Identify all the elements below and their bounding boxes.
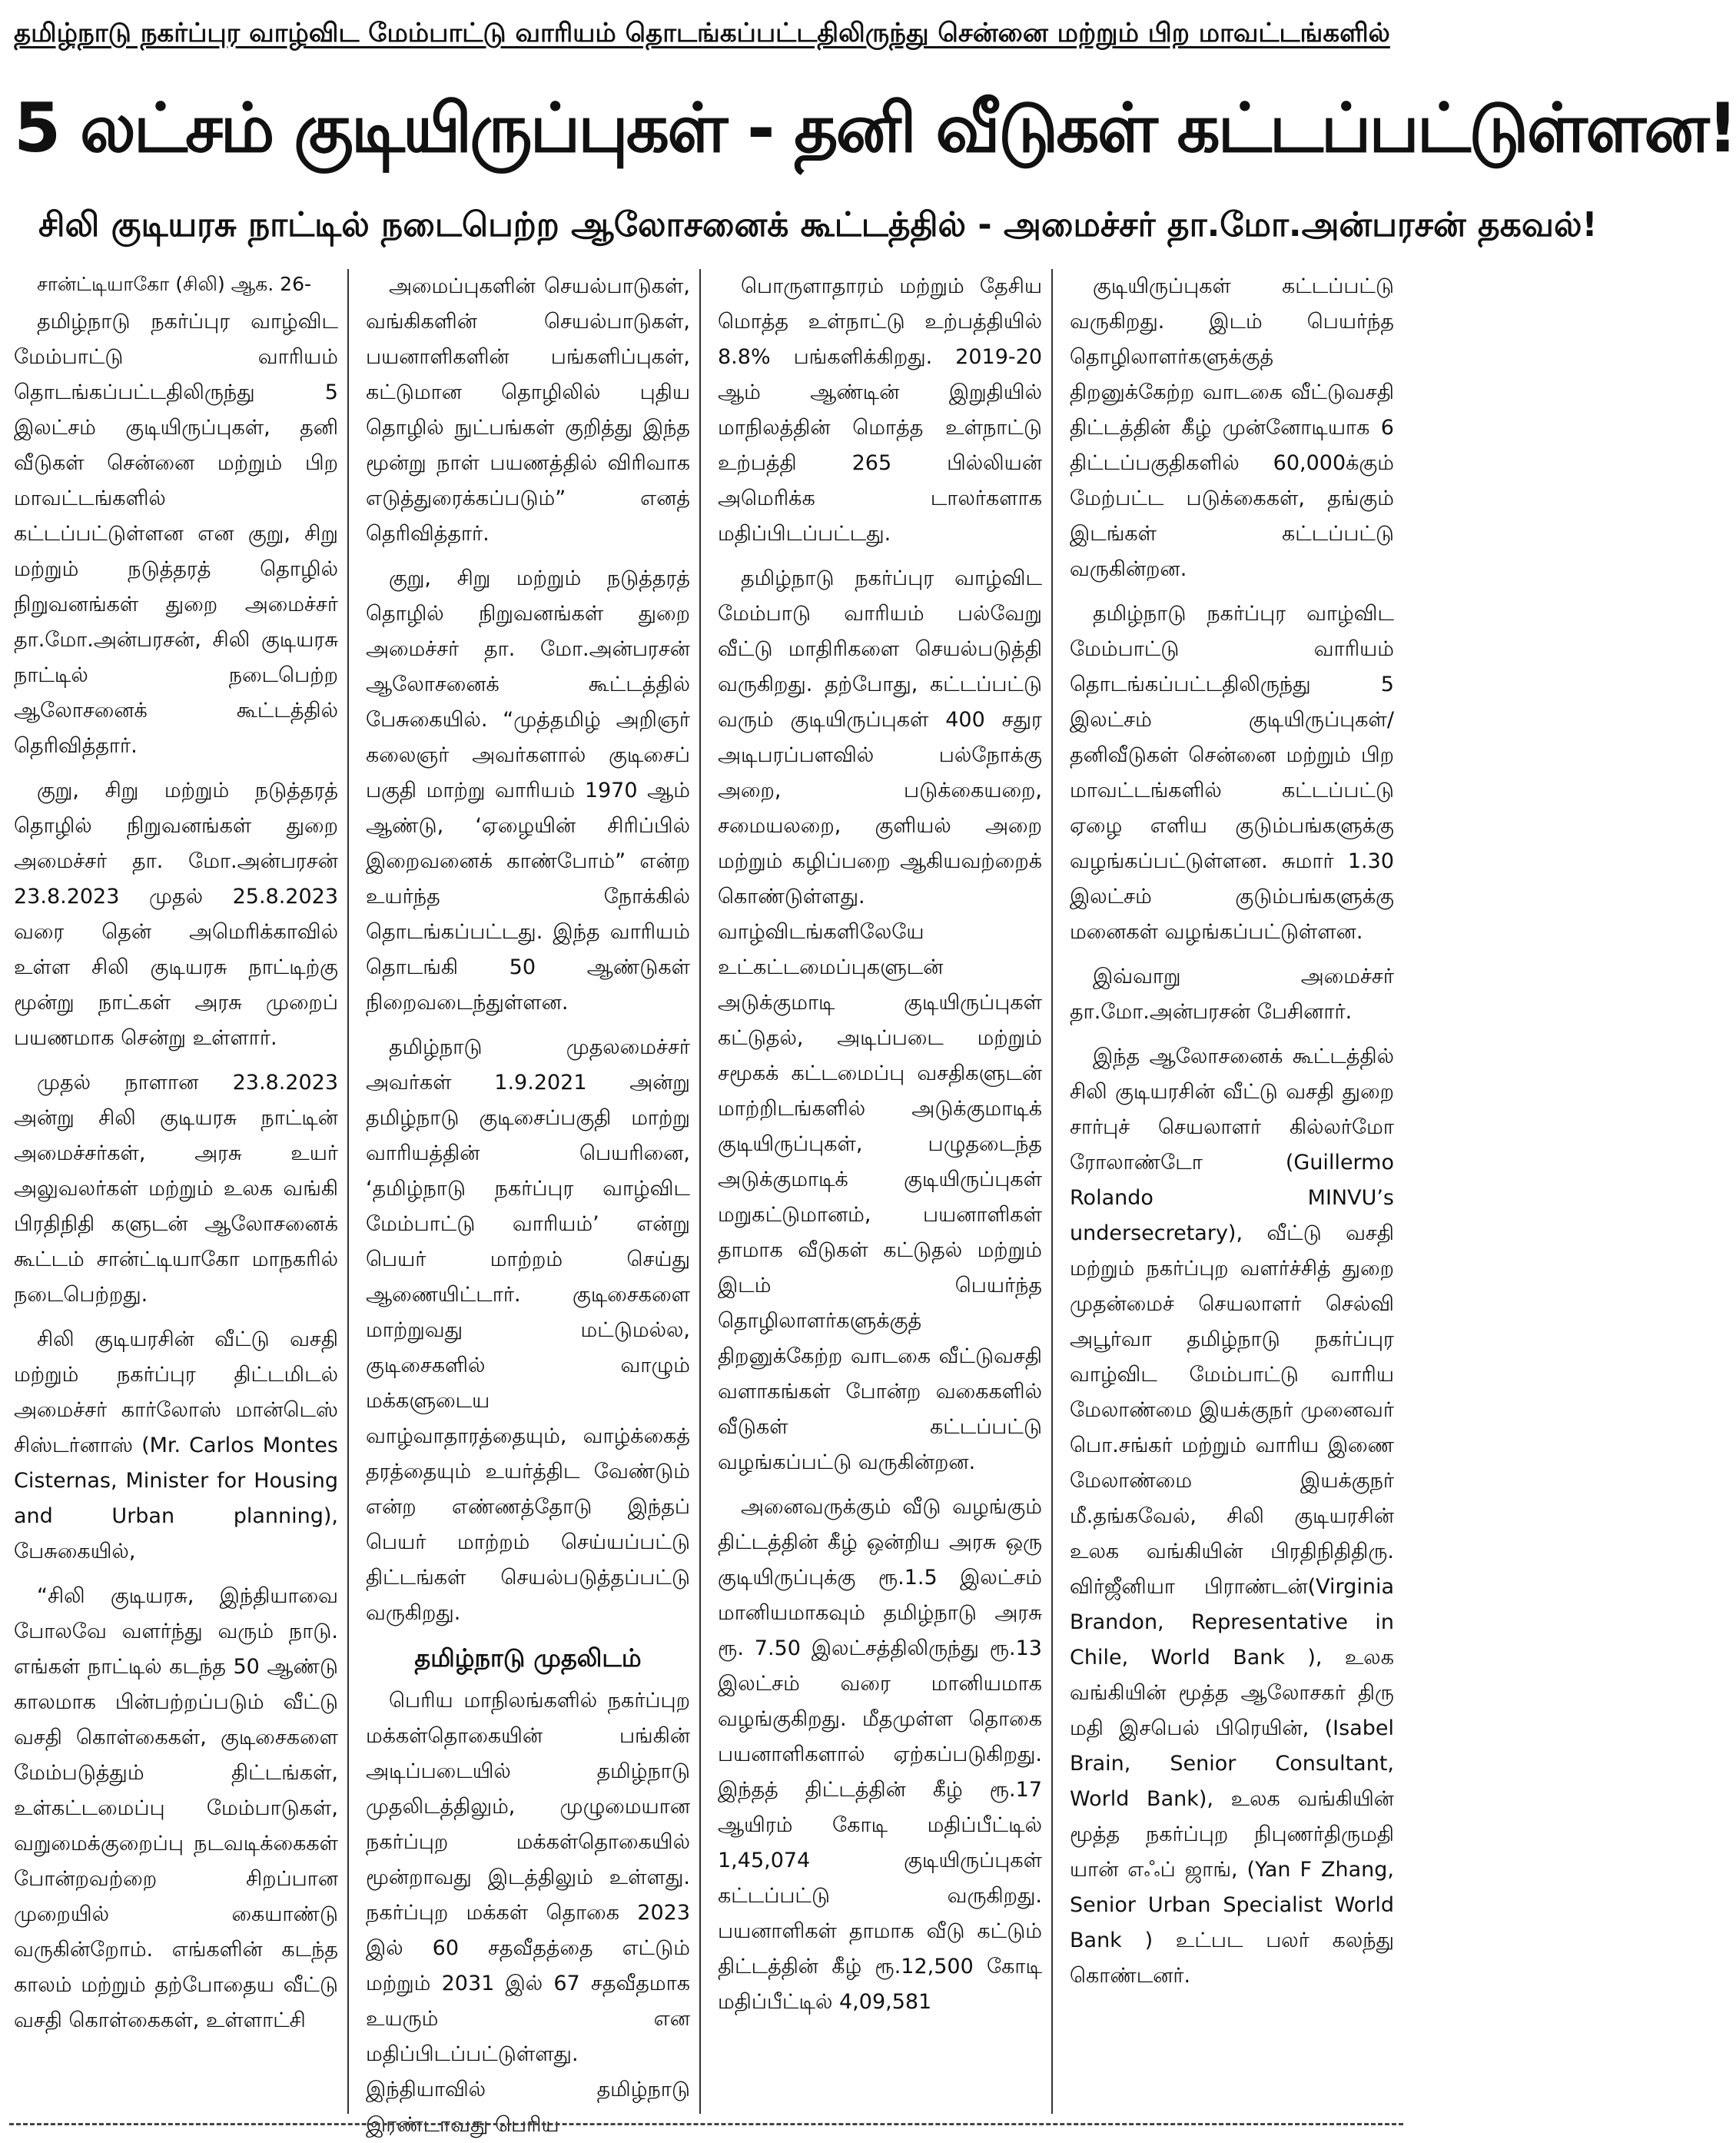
paragraph: பொருளாதாரம் மற்றும் தேசிய மொத்த உள்நாட்டு உற்பத்தியில் 8.8% பங்களிக்கிறது. 2019-20 ஆம் ஆண்டின் இறுதியில் மாநிலத்தின் மொத்த உள்நாட்டு உற்பத்தி 265 பில்லியன் அமெரிக்க டாலர்களாக மதிப்பிடப்பட்டது. — [718, 274, 1042, 546]
article-column-2 — [361, 269, 701, 2137]
paragraph: “சிலி குடியரசு, இந்தியாவை போலவே வளர்ந்து வரும் நாடு. எங்கள் நாட்டில் கடந்த 50 ஆண்டு காலமாக பின்பற்றப்படும் வீட்டு வசதி கொள்கைகள், குடிசைகளை மேம்படுத்தும் திட்டங்கள், உள்கட்டமைப்பு மேம்பாடுகள், வறுமைக்குறைப்பு நடவடிக்கைகள் போன்றவற்றை சிறப்பான முறையில் கையாண்டு வருகின்றோம். எங்களின் கடந்த காலம் மற்றும் தற்போதைய வீட்டு வசதி கொள்கைகள், உள்ளாட்சி — [14, 1584, 338, 2032]
paragraph: சிலி குடியரசின் வீட்டு வசதி மற்றும் நகர்ப்புர திட்டமிடல் அமைச்சர் கார்லோஸ் மான்டெஸ் சிஸ்டர்னாஸ் (Mr. Carlos Montes Cisternas, Minister for Housing and Urban planning), பேசுகையில், — [14, 1327, 338, 1563]
paragraph: தமிழ்நாடு நகர்ப்புர வாழ்விட மேம்பாடு வாரியம் பல்வேறு வீட்டு மாதிரிகளை செயல்படுத்தி வருகிறது. தற்போது, கட்டப்பட்டு வரும் குடியிருப்புகள் 400 சதுர அடிபரப்பளவில் பல்நோக்கு அறை, படுக்கையறை, சமையலறை, குளியல் அறை மற்றும் கழிப்பறை ஆகியவற்றைக் கொண்டுள்ளது. வாழ்விடங்களிலேயே உட்கட்டமைப்புகளுடன் அடுக்குமாடி குடியிருப்புகள் கட்டுதல், அடிப்படை மற்றும் சமூகக் கட்டமைப்பு வசதிகளுடன் மாற்றிடங்களில் அடுக்குமாடிக் குடியிருப்புகள், பழுதடைந்த அடுக்குமாடிக் குடியிருப்புகள் மறுகட்டுமானம், பயனாளிகள் தாமாக வீடுகள் கட்டுதல் மற்றும் இடம் பெயர்ந்த தொழிலாளர்களுக்குத் திறனுக்கேற்ற வாடகை வீட்டுவசதி வளாகங்கள் போன்ற வகைகளில் வீடுகள் கட்டப்பட்டு வழங்கப்பட்டு வருகின்றன. — [718, 566, 1042, 1474]
paragraph: இவ்வாறு அமைச்சர் தா.மோ.அன்பரசன் பேசினார். — [1070, 965, 1394, 1024]
section-subheading: தமிழ்நாடு முதலிடம் — [414, 1643, 642, 1673]
dateline: சான்ட்டியாகோ (சிலி) ஆக. 26- — [37, 273, 312, 295]
paragraph: குறு, சிறு மற்றும் நடுத்தரத் தொழில் நிறுவனங்கள் துறை அமைச்சர் தா. மோ.அன்பரசன் ஆலோசனைக் கூட்டத்தில் பேசுகையில். “முத்தமிழ் அறிஞர் கலைஞர் அவர்களால் குடிசைப் பகுதி மாற்று வாரியம் 1970 ஆம் ஆண்டு, ‘ஏழையின் சிரிப்பில் இறைவனைக் காண்போம்” என்ற உயர்ந்த நோக்கில் தொடங்கப்பட்டது. இந்த வாரியம் தொடங்கி 50 ஆண்டுகள் நிறைவடைந்துள்ளன. — [366, 566, 690, 1015]
article-column-4 — [1065, 269, 1403, 2114]
main-headline: 5 லட்சம் குடியிருப்புகள் - தனி வீடுகள் கட்டப்பட்டுள்ளன! — [14, 88, 1736, 168]
kicker-headline: தமிழ்நாடு நகர்ப்புர வாழ்விட மேம்பாட்டு வாரியம் தொடங்கப்பட்டதிலிருந்து சென்னை மற்றும் பிற மாவட்டங்களில் — [14, 18, 1390, 48]
paragraph: முதல் நாளான 23.8.2023 அன்று சிலி குடியரசு நாட்டின் அமைச்சர்கள், அரசு உயர் அலுவலர்கள் மற்றும் உலக வங்கி பிரதிநிதி களுடன் ஆலோசனைக் கூட்டம் சான்ட்டியாகோ மாநகரில் நடைபெற்றது. — [14, 1071, 338, 1307]
sub-headline: சிலி குடியரசு நாட்டில் நடைபெற்ற ஆலோசனைக் கூட்டத்தில் - அமைச்சர் தா.மோ.அன்பரசன் தகவல்! — [38, 205, 1598, 244]
paragraph: தமிழ்நாடு முதலமைச்சர் அவர்கள் 1.9.2021 அன்று தமிழ்நாடு குடிசைப்பகுதி மாற்று வாரியத்தின் பெயரினை, ‘தமிழ்நாடு நகர்ப்புர வாழ்விட மேம்பாட்டு வாரியம்’ என்று பெயர் மாற்றம் செய்து ஆணையிட்டார். குடிசைகளை மாற்றுவது மட்டுமல்ல, குடிசைகளில் வாழும் மக்களுடைய வாழ்வாதாரத்தையும், வாழ்க்கைத் தரத்தையும் உயர்த்திட வேண்டும் என்ற எண்ணத்தோடு இந்தப் பெயர் மாற்றம் செய்யப்பட்டு திட்டங்கள் செயல்படுத்தப்பட்டு வருகிறது. — [366, 1035, 690, 1625]
article-column-1 — [9, 269, 349, 2114]
article-column-3 — [713, 269, 1053, 2114]
article-columns — [9, 269, 1403, 2137]
paragraph: அமைப்புகளின் செயல்பாடுகள், வங்கிகளின் செயல்பாடுகள், பயனாளிகளின் பங்களிப்புகள், கட்டுமான தொழிலில் புதிய தொழில் நுட்பங்கள் குறித்து இந்த மூன்று நாள் பயணத்தில் விரிவாக எடுத்துரைக்கப்படும்” எனத் தெரிவித்தார். — [366, 274, 690, 546]
paragraph: தமிழ்நாடு நகர்ப்புர வாழ்விட மேம்பாட்டு வாரியம் தொடங்கப்பட்டதிலிருந்து 5 இலட்சம் குடியிருப்புகள், தனி வீடுகள் சென்னை மற்றும் பிற மாவட்டங்களில் கட்டப்பட்டுள்ளன என குறு, சிறு மற்றும் நடுத்தரத் தொழில் நிறுவனங்கள் துறை அமைச்சர் தா.மோ.அன்பரசன், சிலி குடியரசு நாட்டில் நடைபெற்ற ஆலோசனைக் கூட்டத்தில் தெரிவித்தார். — [14, 310, 338, 758]
paragraph: குடியிருப்புகள் கட்டப்பட்டு வருகிறது. இடம் பெயர்ந்த தொழிலாளர்களுக்குத் திறனுக்கேற்ற வாடகை வீட்டுவசதி திட்டத்தின் கீழ் முன்னோடியாக 6 திட்டப்பகுதிகளில் 60,000க்கும் மேற்பட்ட படுக்கைகள், தங்கும் இடங்கள் கட்டப்பட்டு வருகின்றன. — [1070, 274, 1394, 581]
paragraph: தமிழ்நாடு நகர்ப்புர வாழ்விட மேம்பாட்டு வாரியம் தொடங்கப்பட்டதிலிருந்து 5 இலட்சம் குடியிருப்புகள்/தனிவீடுகள் சென்னை மற்றும் பிற மாவட்டங்களில் கட்டப்பட்டு ஏழை எளிய குடும்பங்களுக்கு வழங்கப்பட்டுள்ளன. சுமார் 1.30 இலட்சம் குடும்பங்களுக்கு மனைகள் வழங்கப்பட்டுள்ளன. — [1070, 602, 1394, 944]
paragraph: இந்த ஆலோசனைக் கூட்டத்தில் சிலி குடியரசின் வீட்டு வசதி துறை சார்புச் செயலாளர் கில்லர்மோ ரோலாண்டோ (Guillermo Rolando MINVU’s undersecretary), வீட்டு வசதி மற்றும் நகர்ப்புற வளர்ச்சித் துறை முதன்மைச் செயலாளர் செல்வி அபூர்வா தமிழ்நாடு நகர்ப்புர வாழ்விட மேம்பாட்டு வாரிய மேலாண்மை இயக்குநர் முனைவர் பொ.சங்கர் மற்றும் வாரிய இணை மேலாண்மை இயக்குநர் மீ.தங்கவேல், சிலி குடியரசின் உலக வங்கியின் பிரதிநிதிதிரு. விர்ஜீனியா பிராண்டன்(Virginia Brandon, Representative in Chile, World Bank ), உலக வங்கியின் மூத்த ஆலோசகர் திரு மதி இசபெல் பிரெயின், (Isabel Brain, Senior Consultant, World Bank), உலக வங்கியின் மூத்த நகர்ப்புற நிபுணர்திருமதி யான் எஃப் ஜாங், (Yan F Zhang, Senior Urban Specialist World Bank ) உட்பட பலர் கலந்து கொண்டனர். — [1070, 1045, 1394, 1988]
paragraph: பெரிய மாநிலங்களில் நகர்ப்புற மக்கள்தொகையின் பங்கின் அடிப்படையில் தமிழ்நாடு முதலிடத்திலும், முழுமையான நகர்ப்புற மக்கள்தொகையில் மூன்றாவது இடத்திலும் உள்ளது. நகர்ப்புற மக்கள் தொகை 2023 இல் 60 சதவீதத்தை எட்டும் மற்றும் 2031 இல் 67 சதவீதமாக உயரும் என மதிப்பிடப்பட்டுள்ளது. இந்தியாவில் தமிழ்நாடு இரண்டாவது பெரிய — [366, 1689, 690, 2137]
paragraph: அனைவருக்கும் வீடு வழங்கும் திட்டத்தின் கீழ் ஒன்றிய அரசு ஒரு குடியிருப்புக்கு ரூ.1.5 இலட்சம் மானியமாகவும் தமிழ்நாடு அரசு ரூ. 7.50 இலட்சத்திலிருந்து ரூ.13 இலட்சம் வரை மானியமாக வழங்குகிறது. மீதமுள்ள தொகை பயனாளிகளால் ஏற்கப்படுகிறது. இந்தத் திட்டத்தின் கீழ் ரூ.17 ஆயிரம் கோடி மதிப்பீட்டில் 1,45,074 குடியிருப்புகள் கட்டப்பட்டு வருகிறது. பயனாளிகள் தாமாக வீடு கட்டும் திட்டத்தின் கீழ் ரூ.12,500 கோடி மதிப்பீட்டில் 4,09,581 — [718, 1495, 1042, 2014]
paragraph: குறு, சிறு மற்றும் நடுத்தரத் தொழில் நிறுவனங்கள் துறை அமைச்சர் தா. மோ.அன்பரசன் 23.8.2023 முதல் 25.8.2023 வரை தென் அமெரிக்காவில் உள்ள சிலி குடியரசு நாட்டிற்கு மூன்று நாட்கள் அரசு முறைப் பயணமாக சென்று உள்ளார். — [14, 779, 338, 1050]
bottom-divider — [9, 2123, 1403, 2125]
